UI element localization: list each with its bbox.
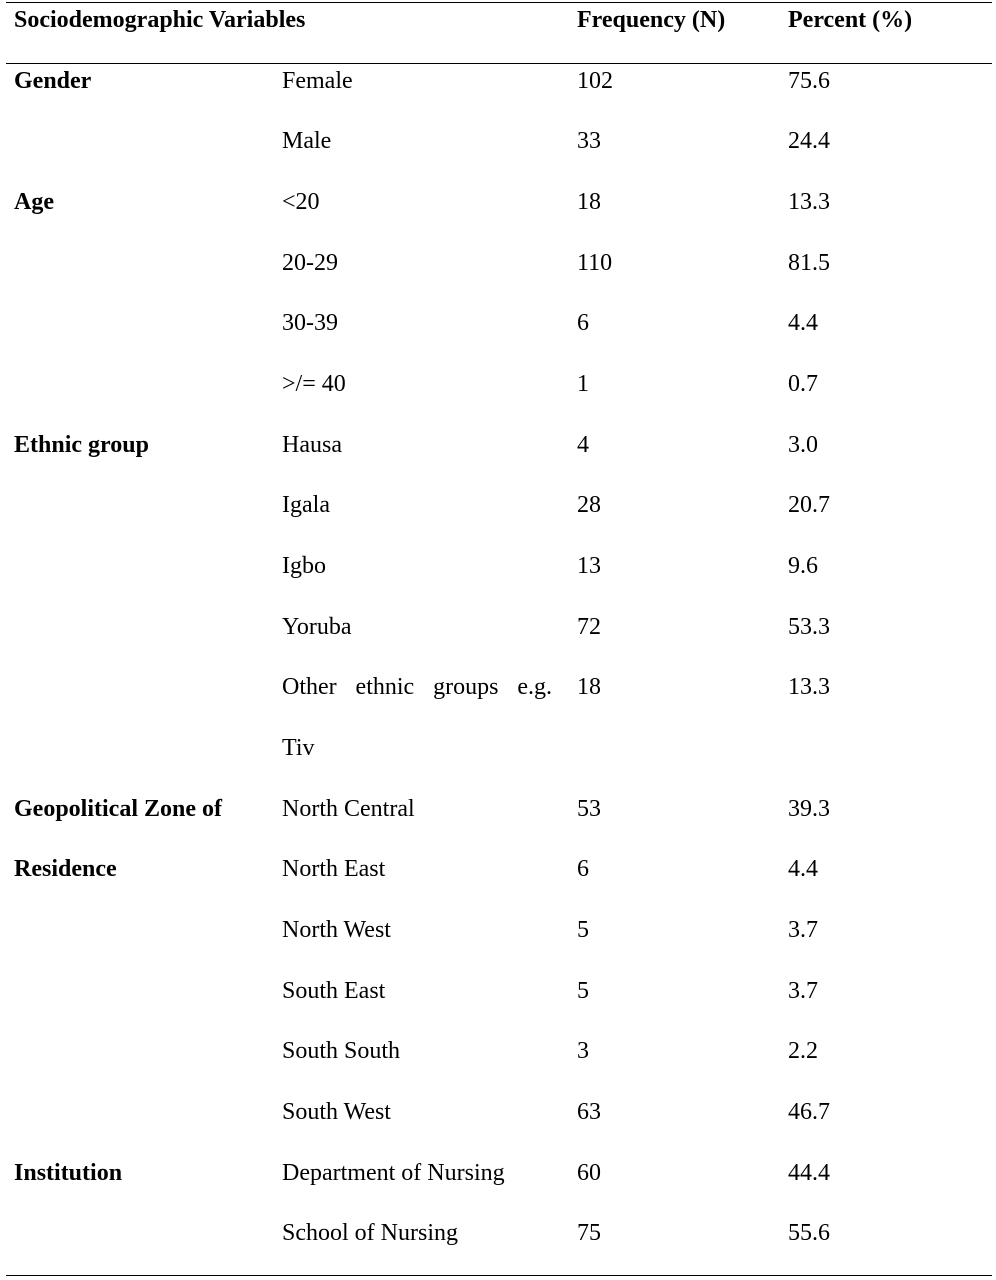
row-category: Igala [282,492,330,518]
row-percent: 20.7 [788,492,830,518]
row-percent: 3.7 [788,978,818,1004]
row-percent: 75.6 [788,68,830,94]
row-category-continuation: Tiv [282,735,315,761]
row-frequency: 3 [577,1038,589,1064]
row-percent: 55.6 [788,1220,830,1246]
group-label-ethnic: Ethnic group [14,432,149,458]
row-category: Department of Nursing [282,1160,505,1186]
row-category: Yoruba [282,614,352,640]
header-rule [6,63,992,64]
row-category: Female [282,68,353,94]
header-percent: Percent (%) [788,7,913,33]
row-frequency: 18 [577,674,601,700]
row-category: South East [282,978,386,1004]
row-frequency: 1 [577,371,589,397]
row-percent: 24.4 [788,128,830,154]
row-frequency: 5 [577,978,589,1004]
row-percent: 3.7 [788,917,818,943]
row-category: North East [282,856,386,882]
category-word: ethnic [355,674,415,700]
category-word: Other [282,674,337,700]
row-percent: 2.2 [788,1038,818,1064]
row-frequency: 53 [577,796,601,822]
row-category: Igbo [282,553,326,579]
row-category: Male [282,128,332,154]
row-frequency: 60 [577,1160,601,1186]
row-category: >/= 40 [282,371,346,397]
header-frequency: Frequency (N) [577,7,726,33]
row-category: <20 [282,189,320,215]
row-percent: 4.4 [788,310,818,336]
row-percent: 53.3 [788,614,830,640]
row-category: South West [282,1099,391,1125]
row-category: School of Nursing [282,1220,458,1246]
row-percent: 44.4 [788,1160,830,1186]
row-percent: 46.7 [788,1099,830,1125]
row-frequency: 6 [577,856,589,882]
table-bottom-rule [6,1275,992,1276]
row-frequency: 18 [577,189,601,215]
row-category: South South [282,1038,401,1064]
row-frequency: 5 [577,917,589,943]
row-percent: 81.5 [788,250,830,276]
header-variables: Sociodemographic Variables [14,7,306,33]
row-percent: 3.0 [788,432,818,458]
group-label-age: Age [14,189,54,215]
row-percent: 9.6 [788,553,818,579]
category-word: e.g. [517,674,552,700]
table-top-rule [6,2,992,3]
row-frequency: 75 [577,1220,601,1246]
row-category: North West [282,917,391,943]
row-percent: 13.3 [788,674,830,700]
row-category: North Central [282,796,415,822]
row-category-multiline [282,673,552,701]
row-percent: 4.4 [788,856,818,882]
group-label-geo-line2: Residence [14,856,117,882]
row-frequency: 63 [577,1099,601,1125]
row-frequency: 102 [577,68,613,94]
category-word: groups [433,674,499,700]
row-category: 30-39 [282,310,338,336]
row-percent: 13.3 [788,189,830,215]
row-frequency: 4 [577,432,589,458]
group-label-geo-line1: Geopolitical Zone of [14,796,222,822]
row-percent: 39.3 [788,796,830,822]
row-frequency: 33 [577,128,601,154]
row-frequency: 110 [577,250,613,276]
row-frequency: 13 [577,553,601,579]
row-frequency: 28 [577,492,601,518]
row-category: Hausa [282,432,342,458]
group-label-institution: Institution [14,1160,123,1186]
row-category: 20-29 [282,250,338,276]
row-frequency: 6 [577,310,589,336]
row-percent: 0.7 [788,371,818,397]
group-label-gender: Gender [14,68,92,94]
row-frequency: 72 [577,614,601,640]
